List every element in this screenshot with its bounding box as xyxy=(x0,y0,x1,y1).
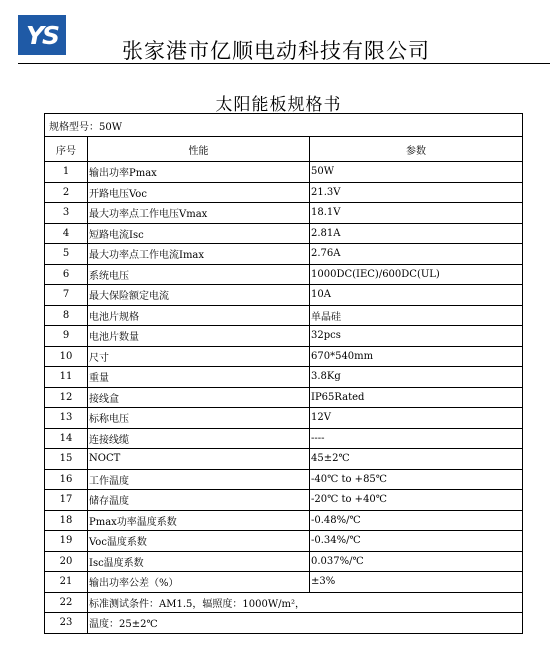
performance-cell: 标称电压 xyxy=(88,408,310,429)
company-name: 张家港市亿顺电动科技有限公司 xyxy=(122,39,430,63)
parameter-cell: IP65Rated xyxy=(310,387,523,408)
table-row xyxy=(45,367,523,388)
parameter-cell: 670*540mm xyxy=(310,346,523,367)
row-number: 22 xyxy=(45,592,88,613)
table-row xyxy=(45,264,523,285)
parameter-cell: 32pcs xyxy=(310,326,523,347)
performance-cell: 系统电压 xyxy=(88,264,310,285)
table-row xyxy=(45,510,523,531)
row-number: 14 xyxy=(45,428,88,449)
note-row xyxy=(45,592,523,613)
row-number: 7 xyxy=(45,285,88,306)
parameter-cell: -40℃ to +85℃ xyxy=(310,469,523,490)
parameter-cell: 50W xyxy=(310,162,523,183)
row-number: 21 xyxy=(45,572,88,593)
row-number: 12 xyxy=(45,387,88,408)
row-number: 4 xyxy=(45,223,88,244)
note-row xyxy=(45,613,523,634)
row-number: 6 xyxy=(45,264,88,285)
table-row xyxy=(45,305,523,326)
performance-cell: 接线盒 xyxy=(88,387,310,408)
note-text: 标准测试条件：AM1.5，辐照度：1000W/m²， xyxy=(88,592,523,613)
performance-cell: 输出功率公差（%） xyxy=(88,572,310,593)
performance-cell: 最大功率点工作电压Vmax xyxy=(88,203,310,224)
parameter-cell: 45±2℃ xyxy=(310,449,523,470)
parameter-cell: 1000DC(IEC)/600DC(UL) xyxy=(310,264,523,285)
parameter-cell: -0.34%/℃ xyxy=(310,531,523,552)
parameter-cell: -0.48%/℃ xyxy=(310,510,523,531)
table-row xyxy=(45,469,523,490)
performance-cell: 电池片数量 xyxy=(88,326,310,347)
table-row xyxy=(45,428,523,449)
row-number: 3 xyxy=(45,203,88,224)
parameter-cell: 12V xyxy=(310,408,523,429)
table-row xyxy=(45,346,523,367)
table-row xyxy=(45,531,523,552)
parameter-cell: 21.3V xyxy=(310,182,523,203)
parameter-cell: 0.037%/℃ xyxy=(310,551,523,572)
table-row xyxy=(45,326,523,347)
table-row xyxy=(45,387,523,408)
performance-cell: 输出功率Pmax xyxy=(88,162,310,183)
parameter-cell: 2.81A xyxy=(310,223,523,244)
page-header xyxy=(0,0,557,70)
row-number: 1 xyxy=(45,162,88,183)
model-line: 规格型号：50W xyxy=(45,114,523,137)
row-number: 9 xyxy=(45,326,88,347)
performance-cell: Isc温度系数 xyxy=(88,551,310,572)
table-row xyxy=(45,244,523,265)
parameter-cell: 2.76A xyxy=(310,244,523,265)
performance-cell: 尺寸 xyxy=(88,346,310,367)
row-number: 10 xyxy=(45,346,88,367)
document-title: 太阳能板规格书 xyxy=(215,95,342,115)
row-number: 18 xyxy=(45,510,88,531)
row-number: 8 xyxy=(45,305,88,326)
performance-cell: 最大功率点工作电流Imax xyxy=(88,244,310,265)
header-divider xyxy=(18,63,550,64)
column-header-no: 序号 xyxy=(45,137,88,162)
table-row xyxy=(45,162,523,183)
row-number: 20 xyxy=(45,551,88,572)
note-text: 温度：25±2℃ xyxy=(88,613,523,634)
table-row xyxy=(45,182,523,203)
parameter-cell: 10A xyxy=(310,285,523,306)
row-number: 23 xyxy=(45,613,88,634)
parameter-cell: 18.1V xyxy=(310,203,523,224)
spec-table-container xyxy=(44,113,522,634)
table-row xyxy=(45,408,523,429)
table-row xyxy=(45,223,523,244)
row-number: 5 xyxy=(45,244,88,265)
performance-cell: 开路电压Voc xyxy=(88,182,310,203)
row-number: 19 xyxy=(45,531,88,552)
performance-cell: NOCT xyxy=(88,449,310,470)
table-row xyxy=(45,490,523,511)
performance-cell: 短路电流Isc xyxy=(88,223,310,244)
parameter-cell: ---- xyxy=(310,428,523,449)
row-number: 16 xyxy=(45,469,88,490)
column-header-parameter: 参数 xyxy=(310,137,523,162)
table-header-row xyxy=(45,137,523,162)
column-header-performance: 性能 xyxy=(88,137,310,162)
row-number: 11 xyxy=(45,367,88,388)
row-number: 15 xyxy=(45,449,88,470)
performance-cell: Voc温度系数 xyxy=(88,531,310,552)
parameter-cell: ±3% xyxy=(310,572,523,593)
performance-cell: 连接线缆 xyxy=(88,428,310,449)
table-row xyxy=(45,572,523,593)
row-number: 13 xyxy=(45,408,88,429)
model-row xyxy=(45,114,523,137)
logo-text: YS xyxy=(25,20,59,50)
table-row xyxy=(45,203,523,224)
table-row xyxy=(45,551,523,572)
performance-cell: 工作温度 xyxy=(88,469,310,490)
performance-cell: 储存温度 xyxy=(88,490,310,511)
table-row xyxy=(45,285,523,306)
performance-cell: 电池片规格 xyxy=(88,305,310,326)
performance-cell: 最大保险额定电流 xyxy=(88,285,310,306)
parameter-cell: 3.8Kg xyxy=(310,367,523,388)
parameter-cell: 单晶硅 xyxy=(310,305,523,326)
row-number: 17 xyxy=(45,490,88,511)
parameter-cell: -20℃ to +40℃ xyxy=(310,490,523,511)
company-logo xyxy=(18,15,66,55)
row-number: 2 xyxy=(45,182,88,203)
performance-cell: 重量 xyxy=(88,367,310,388)
performance-cell: Pmax功率温度系数 xyxy=(88,510,310,531)
table-row xyxy=(45,449,523,470)
spec-table xyxy=(44,113,523,634)
